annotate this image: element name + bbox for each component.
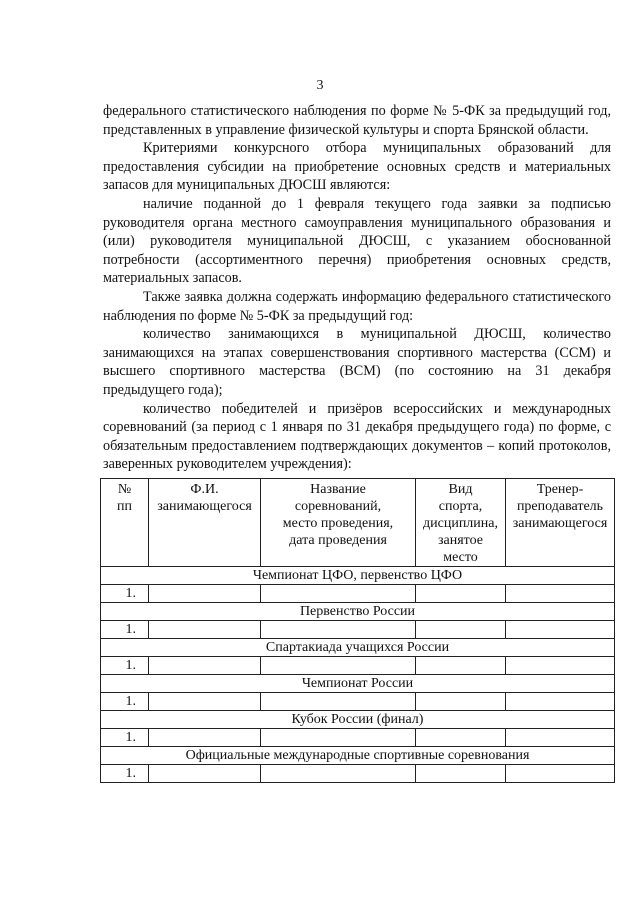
empty-cell [506, 729, 615, 747]
empty-cell [261, 729, 416, 747]
empty-cell [506, 657, 615, 675]
section-title: Кубок России (финал) [101, 711, 615, 729]
header-name: Ф.И. занимающегося [149, 479, 261, 567]
empty-cell [149, 585, 261, 603]
empty-cell [506, 621, 615, 639]
empty-cell [416, 729, 506, 747]
empty-cell [149, 765, 261, 783]
table-row [101, 693, 615, 711]
paragraph: федерального статистического наблюдения по форме № 5-ФК за предыдущий год, представленных в управление физической культуры и спорта Брянской области. [103, 103, 611, 138]
header-number: № пп [101, 479, 149, 567]
empty-cell [261, 585, 416, 603]
header-sport: Вид спорта, дисциплина, занятое место [416, 479, 506, 567]
section-title: Чемпионат ЦФО, первенство ЦФО [101, 567, 615, 585]
table-row [101, 729, 615, 747]
empty-cell [506, 585, 615, 603]
table-header-row [101, 479, 615, 567]
section-row [101, 711, 615, 729]
table-row [101, 765, 615, 783]
table-row [101, 657, 615, 675]
paragraph: количество победителей и призёров всероссийских и международных соревнований (за период с 1 января по 31 декабря предыдущего года) по форме, с обязательным предоставлением подтверждающих документов – копий протоколов, заверенных руководителем учреждения): [103, 400, 611, 473]
empty-cell [261, 657, 416, 675]
empty-cell [416, 621, 506, 639]
body-text [103, 102, 611, 474]
empty-cell [149, 621, 261, 639]
section-title: Первенство России [101, 603, 615, 621]
empty-cell [261, 693, 416, 711]
row-number: 1. [101, 657, 149, 675]
empty-cell [261, 765, 416, 783]
empty-cell [416, 585, 506, 603]
empty-cell [416, 693, 506, 711]
section-title: Спартакиада учащихся России [101, 639, 615, 657]
empty-cell [416, 657, 506, 675]
section-title: Официальные международные спортивные соревнования [101, 747, 615, 765]
section-row [101, 603, 615, 621]
empty-cell [261, 621, 416, 639]
empty-cell [416, 765, 506, 783]
table-row [101, 621, 615, 639]
header-coach: Тренер- преподаватель занимающегося [506, 479, 615, 567]
row-number: 1. [101, 621, 149, 639]
paragraph: наличие поданной до 1 февраля текущего года заявки за подписью руководителя органа местного самоуправления муниципального образования и (или) руководителя муниципальной ДЮСШ, с указанием обоснованной потребности (ассортиментного перечня) приобретения основных средств, материальных запасов. [103, 195, 611, 287]
paragraph: Также заявка должна содержать информацию федерального статистического наблюдения по форме № 5-ФК за предыдущий год: [103, 288, 611, 324]
section-row [101, 675, 615, 693]
header-competition: Название соревнований, место проведения, дата проведения [261, 479, 416, 567]
competition-table [100, 478, 615, 783]
paragraph: количество занимающихся в муниципальной ДЮСШ, количество занимающихся на этапах совершенствования спортивного мастерства (ССМ) и высшего спортивного мастерства (ВСМ) (по состоянию на 31 декабря предыдущего года); [103, 326, 611, 398]
section-row [101, 567, 615, 585]
row-number: 1. [101, 729, 149, 747]
empty-cell [149, 729, 261, 747]
row-number: 1. [101, 693, 149, 711]
row-number: 1. [101, 765, 149, 783]
empty-cell [149, 693, 261, 711]
section-row [101, 639, 615, 657]
table-row [101, 585, 615, 603]
paragraph: Критериями конкурсного отбора муниципальных образований для предоставления субсидии на приобретение основных средств и материальных запасов для муниципальных ДЮСШ являются: [103, 140, 611, 194]
section-title: Чемпионат России [101, 675, 615, 693]
page-number: 3 [316, 78, 324, 93]
section-row [101, 747, 615, 765]
row-number: 1. [101, 585, 149, 603]
empty-cell [149, 657, 261, 675]
empty-cell [506, 765, 615, 783]
empty-cell [506, 693, 615, 711]
